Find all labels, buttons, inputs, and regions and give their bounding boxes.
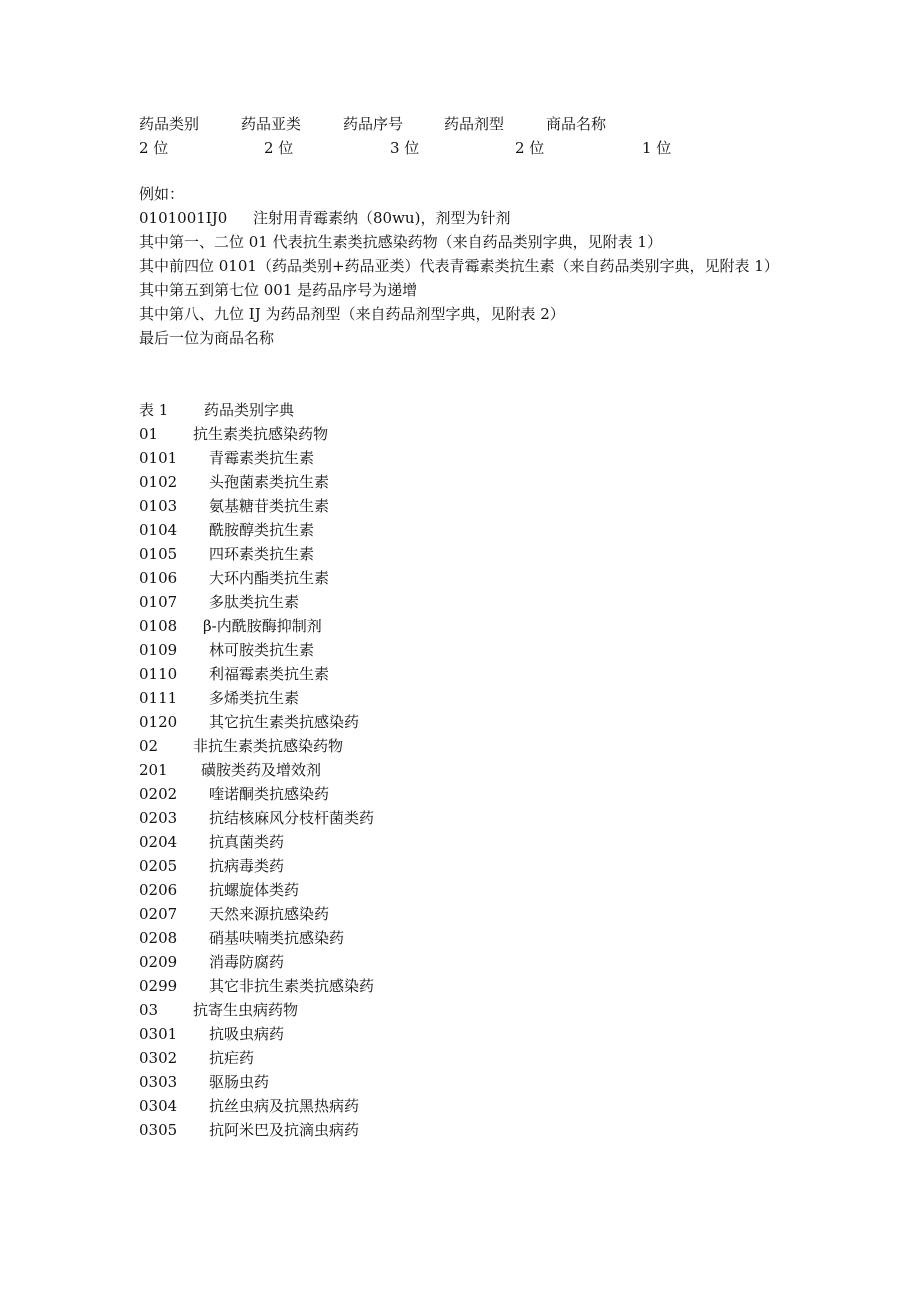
row-code: 0101 — [139, 449, 178, 467]
table-row — [139, 902, 799, 926]
digits-serial: 3 位 — [390, 139, 420, 157]
row-name: 头孢菌素类抗生素 — [209, 473, 330, 491]
table-row — [139, 518, 799, 542]
row-name: 抗生素类抗感染药物 — [193, 425, 329, 443]
structure-digits-row — [139, 136, 799, 160]
example-line: 其中第一、二位 01 代表抗生素类抗感染药物（来自药品类别字典，见附表 1） — [139, 233, 662, 251]
table-row — [139, 1118, 799, 1142]
document-body — [139, 112, 799, 1142]
row-name: 大环内酯类抗生素 — [209, 569, 330, 587]
row-code: 0206 — [139, 881, 178, 899]
row-code: 0110 — [139, 665, 178, 683]
row-code: 0120 — [139, 713, 178, 731]
table1-number: 表 1 — [139, 401, 169, 419]
row-name: 抗疟药 — [209, 1049, 255, 1067]
row-code: 0304 — [139, 1097, 178, 1115]
table-row — [139, 614, 799, 638]
label-serial: 药品序号 — [343, 115, 404, 133]
example-line: 其中前四位 0101（药品类别+药品亚类）代表青霉素类抗生素（来自药品类别字典，见附表 1） — [139, 257, 779, 275]
row-code: 0209 — [139, 953, 178, 971]
row-code: 0109 — [139, 641, 178, 659]
table-row — [139, 566, 799, 590]
row-name: 喹诺酮类抗感染药 — [209, 785, 330, 803]
digits-trade-name: 1 位 — [642, 139, 672, 157]
row-name: 青霉素类抗生素 — [209, 449, 315, 467]
table-row — [139, 830, 799, 854]
row-name: 四环素类抗生素 — [209, 545, 315, 563]
table-row — [139, 1094, 799, 1118]
row-name: 氨基糖苷类抗生素 — [209, 497, 330, 515]
example-code-row — [139, 206, 799, 230]
structure-labels-row — [139, 112, 799, 136]
row-name: 利福霉素类抗生素 — [209, 665, 330, 683]
row-code: 0305 — [139, 1121, 178, 1139]
example-code: 0101001IJ0 — [139, 209, 228, 227]
table1-title — [139, 398, 799, 422]
row-code: 0204 — [139, 833, 178, 851]
table-row — [139, 926, 799, 950]
row-name: 抗丝虫病及抗黑热病药 — [209, 1097, 360, 1115]
example-line: 其中第五到第七位 001 是药品序号为递增 — [139, 281, 418, 299]
row-code: 0106 — [139, 569, 178, 587]
row-name: 非抗生素类抗感染药物 — [193, 737, 344, 755]
row-name: 多烯类抗生素 — [209, 689, 300, 707]
table-row — [139, 950, 799, 974]
row-code: 02 — [139, 737, 159, 755]
table-row — [139, 854, 799, 878]
row-code: 0202 — [139, 785, 178, 803]
row-code: 0102 — [139, 473, 178, 491]
row-name: 抗病毒类药 — [209, 857, 285, 875]
label-subcategory: 药品亚类 — [241, 115, 302, 133]
digits-subcategory: 2 位 — [264, 139, 294, 157]
example-line: 最后一位为商品名称 — [139, 329, 275, 347]
row-code: 201 — [139, 761, 168, 779]
row-name: 林可胺类抗生素 — [209, 641, 315, 659]
table-row — [139, 1046, 799, 1070]
row-name: 驱肠虫药 — [209, 1073, 270, 1091]
row-name: 抗真菌类药 — [209, 833, 285, 851]
digits-category: 2 位 — [139, 139, 169, 157]
row-code: 0299 — [139, 977, 178, 995]
row-code: 03 — [139, 1001, 159, 1019]
table-row — [139, 1070, 799, 1094]
row-name: 天然来源抗感染药 — [209, 905, 330, 923]
row-name: β-内酰胺酶抑制剂 — [203, 617, 322, 635]
row-code: 0104 — [139, 521, 178, 539]
row-code: 01 — [139, 425, 159, 443]
label-category: 药品类别 — [139, 115, 200, 133]
row-name: 抗吸虫病药 — [209, 1025, 285, 1043]
table-row — [139, 782, 799, 806]
row-code: 0107 — [139, 593, 178, 611]
row-code: 0205 — [139, 857, 178, 875]
label-trade-name: 商品名称 — [546, 115, 607, 133]
digits-dosage-form: 2 位 — [515, 139, 545, 157]
row-code: 0111 — [139, 689, 178, 707]
table-row — [139, 422, 799, 446]
row-name: 抗阿米巴及抗滴虫病药 — [209, 1121, 360, 1139]
row-name: 硝基呋喃类抗感染药 — [209, 929, 345, 947]
row-code: 0208 — [139, 929, 178, 947]
table1-rows — [139, 422, 799, 1142]
table-row — [139, 734, 799, 758]
table-row — [139, 1022, 799, 1046]
row-code: 0108 — [139, 617, 178, 635]
row-code: 0105 — [139, 545, 178, 563]
row-name: 抗螺旋体类药 — [209, 881, 300, 899]
row-name: 多肽类抗生素 — [209, 593, 300, 611]
table-row — [139, 446, 799, 470]
row-name: 磺胺类药及增效剂 — [201, 761, 322, 779]
example-code-desc: 注射用青霉素纳（80wu)，剂型为针剂 — [253, 209, 511, 227]
table-row — [139, 998, 799, 1022]
row-name: 消毒防腐药 — [209, 953, 285, 971]
table1-name: 药品类别字典 — [204, 401, 295, 419]
row-name: 其它非抗生素类抗感染药 — [209, 977, 375, 995]
table-row — [139, 494, 799, 518]
table-row — [139, 470, 799, 494]
row-code: 0302 — [139, 1049, 178, 1067]
row-code: 0207 — [139, 905, 178, 923]
table-row — [139, 758, 799, 782]
table-row — [139, 974, 799, 998]
row-name: 其它抗生素类抗感染药 — [209, 713, 360, 731]
table-row — [139, 542, 799, 566]
example-line: 其中第八、九位 IJ 为药品剂型（来自药品剂型字典，见附表 2） — [139, 305, 565, 323]
example-heading: 例如： — [139, 185, 185, 203]
row-code: 0301 — [139, 1025, 178, 1043]
row-name: 抗寄生虫病药物 — [193, 1001, 299, 1019]
table-row — [139, 686, 799, 710]
label-dosage-form: 药品剂型 — [444, 115, 505, 133]
table-row — [139, 590, 799, 614]
row-name: 抗结核麻风分枝杆菌类药 — [209, 809, 375, 827]
row-code: 0103 — [139, 497, 178, 515]
row-code: 0203 — [139, 809, 178, 827]
row-name: 酰胺醇类抗生素 — [209, 521, 315, 539]
table-row — [139, 878, 799, 902]
row-code: 0303 — [139, 1073, 178, 1091]
table-row — [139, 662, 799, 686]
table-row — [139, 638, 799, 662]
table-row — [139, 710, 799, 734]
table-row — [139, 806, 799, 830]
